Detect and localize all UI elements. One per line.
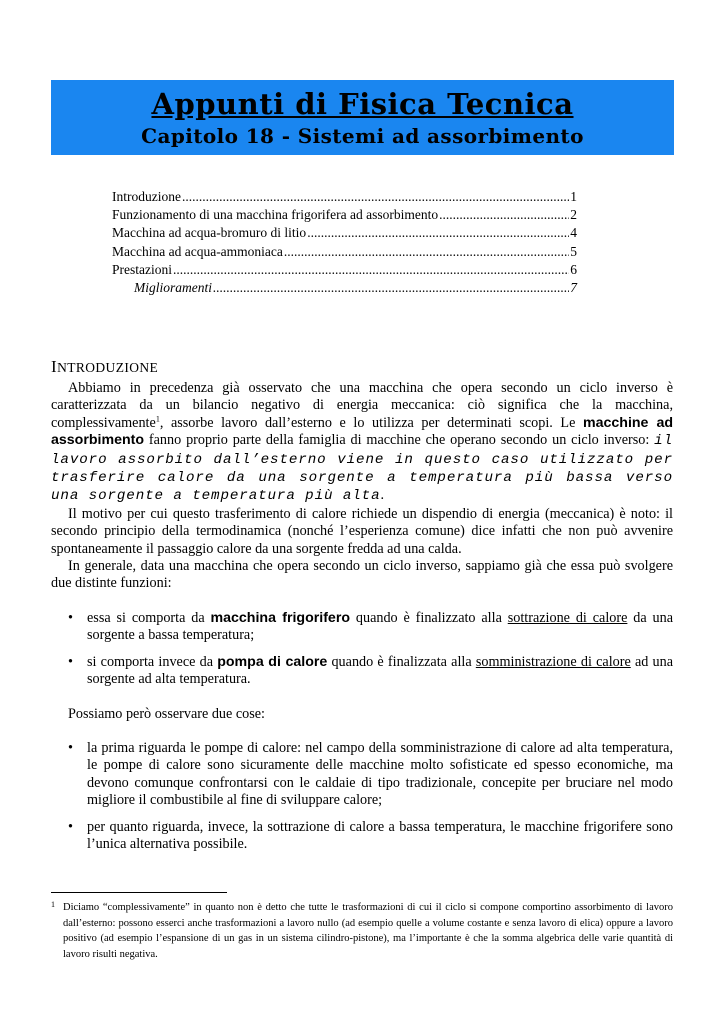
bold-term: macchina frigorifero [210,609,351,626]
bullet-icon: • [68,609,73,626]
text-run: quando è finalizzato alla [350,609,508,626]
toc-entry[interactable] [112,244,577,262]
text-run: . [380,487,385,504]
footnote-text: Diciamo “complessivamente” in quanto non è detto che tutte le trasformazioni di cui il ciclo si compone comportino assorbimento di lavoro dall’esterno: possono esserci anche trasformazioni a lavoro nullo (ad esempio quelle a volume costante e senza lavoro di elica) oppure a lavoro positivo (ad esempio l’espansione di un gas in un sistema cilindro-pistone), ma l’importante è che la somma algebrica delle varie quantità di lavoro risulti negativa. [63,902,673,960]
paragraph [51,380,673,506]
text-run: per quanto riguarda, invece, la sottrazione di calore a bassa temperatura, le macchine frigorifere sono l’unica alternativa possibile. [87,818,673,852]
text-run: , assorbe lavoro dall’esterno e lo utilizza per determinati scopi. Le [159,414,583,431]
text-run: essa si comporta da [87,609,211,626]
toc-entry-page: 1 [570,189,577,204]
text-run: da una sorgente a bassa temperatura; [87,609,673,644]
underlined-term: sottrazione di calore [507,609,628,626]
section-heading-rest: NTRODUZIONE [57,360,159,375]
paragraph: Possiamo però osservare due cose: [68,705,265,722]
footnote-divider [51,892,227,893]
footnote-number: 1 [51,900,55,909]
toc-entry[interactable] [112,225,577,243]
toc-entry-label: Prestazioni [112,261,172,277]
toc-leader-dots [439,207,569,223]
list-item [51,654,673,689]
title-banner [51,80,674,155]
underlined-term: somministrazione di calore [475,653,631,670]
section-heading [51,357,158,377]
toc-entry-page: 7 [570,279,577,295]
document-title: Appunti di Fisica Tecnica [151,87,574,121]
bullet-icon: • [68,739,73,756]
bold-term: pompa di calore [217,653,328,670]
list-item [51,610,673,645]
toc-entry-page: 5 [570,243,577,259]
list-item [51,740,673,810]
footnote-reference[interactable]: 1 [155,414,160,424]
section-heading-initial: I [51,357,58,376]
toc-leader-dots [307,225,569,241]
bullet-icon: • [68,818,73,835]
toc-entry-label: Macchina ad acqua-bromuro di litio [112,225,307,241]
footnote [51,900,673,962]
text-run: si comporta invece da [87,653,218,670]
toc-subentry[interactable] [112,280,577,298]
bullet-list [51,610,673,689]
toc-entry-page: 2 [570,207,577,223]
list-item [51,819,673,854]
toc-entry[interactable] [112,189,577,207]
paragraph: In generale, data una macchina che opera secondo un ciclo inverso, sappiamo già che essa può svolgere due distinte funzioni: [51,558,673,592]
paragraph: Il motivo per cui questo trasferimento di calore richiede un dispendio di energia (meccanica) è noto: il secondo principio della termodinamica (nonché l’esperienza comune) dice infatti che non può avvenire spontaneamente il passaggio calore da una sorgente fredda ad una calda. [51,505,673,557]
section-body [51,380,673,853]
toc-leader-dots [182,189,569,205]
chapter-subtitle: Capitolo 18 - Sistemi ad assorbimento [141,124,584,148]
text-run: quando è finalizzata alla [327,653,476,670]
toc-entry-label: Introduzione [112,189,181,204]
toc-leader-dots [173,262,569,278]
table-of-contents [112,189,577,298]
toc-leader-dots [213,280,569,296]
text-run: ad una sorgente ad alta temperatura. [87,653,674,688]
toc-entry-page: 6 [570,261,577,277]
toc-entry[interactable] [112,207,577,225]
toc-entry[interactable] [112,262,577,280]
text-run: la prima riguarda le pompe di calore: nel campo della somministrazione di calore ad alta temperatura, le pompe di calore sono sicuramente delle macchine molto sofisticate ed spesso economiche, ma devono comunque confrontarsi con le caldaie di tipo tradizionale, concepite per bruciare nel modo migliore il combustibile al fine di sviluppare calore; [87,739,673,809]
text-run: fanno proprio parte della famiglia di macchine che operano secondo un ciclo inverso: [144,432,655,449]
toc-entry-page: 4 [570,225,577,241]
toc-entry-label: Funzionamento di una macchina frigorifera ad assorbimento [112,207,439,223]
toc-entry-label: Macchina ad acqua-ammoniaca [112,243,283,259]
toc-entry-label: Miglioramenti [134,279,212,295]
text-run: Abbiamo in precedenza già osservato che una macchina che opera secondo un ciclo inverso è caratterizzata da un bilancio negativo di energia meccanica: ciò significa che la macchina, complessivamente [51,380,673,431]
bullet-icon: • [68,653,73,670]
bullet-list [51,740,673,853]
toc-leader-dots [284,244,569,260]
highlighted-definition: il lavoro assorbito dall’esterno viene in questo caso utilizzato per trasferire calore da una sorgente a temperatura più bassa verso una sorgente a temperatura più alta [51,433,673,505]
bold-term: macchine ad assorbimento [51,414,674,449]
